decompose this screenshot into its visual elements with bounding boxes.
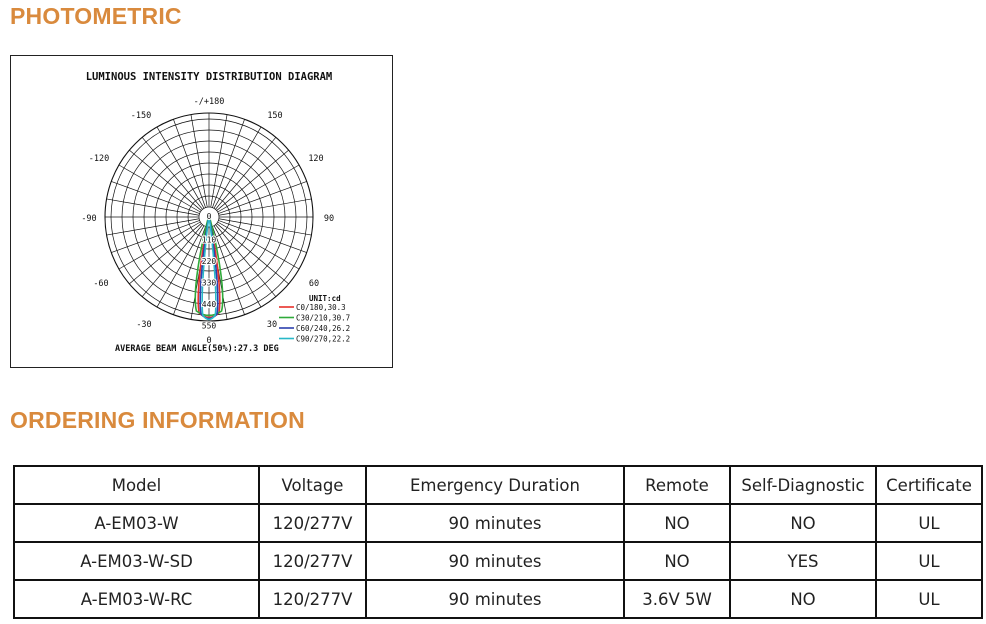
polar-diagram-svg xyxy=(11,56,392,367)
grid-spoke xyxy=(142,137,202,209)
grid-spoke xyxy=(215,225,275,297)
cell-voltage: 120/277V xyxy=(259,542,366,580)
radial-value-label: 110 xyxy=(201,235,217,245)
angle-label: -90 xyxy=(81,214,97,224)
cell-certificate: UL xyxy=(876,504,982,542)
radial-value-label: 0 xyxy=(206,212,212,221)
cell-duration: 90 minutes xyxy=(366,580,624,618)
header-voltage: Voltage xyxy=(259,466,366,504)
angle-label: -120 xyxy=(88,154,110,164)
angle-label: -60 xyxy=(93,279,109,289)
cell-voltage: 120/277V xyxy=(259,580,366,618)
table-row xyxy=(14,542,982,580)
cell-voltage: 120/277V xyxy=(259,504,366,542)
angle-label: 60 xyxy=(308,279,320,289)
header-remote: Remote xyxy=(624,466,730,504)
header-self-diagnostic: Self-Diagnostic xyxy=(730,466,876,504)
radial-value-label: 440 xyxy=(201,300,217,309)
grid-spoke xyxy=(219,219,312,235)
grid-spoke xyxy=(219,199,312,215)
legend-label: C90/270,22.2 xyxy=(296,334,351,344)
legend-label: C30/210,30.7 xyxy=(296,313,351,323)
header-emergency-duration: Emergency Duration xyxy=(366,466,624,504)
cell-model: A-EM03-W-SD xyxy=(14,542,259,580)
radial-value-label: 220 xyxy=(201,257,217,266)
cell-duration: 90 minutes xyxy=(366,504,624,542)
angle-label: 150 xyxy=(267,111,283,121)
angle-label: 30 xyxy=(266,320,278,330)
cell-certificate: UL xyxy=(876,542,982,580)
cell-remote: NO xyxy=(624,542,730,580)
unit-label: UNIT:cd xyxy=(309,294,341,303)
angle-label: 90 xyxy=(323,214,335,224)
header-certificate: Certificate xyxy=(876,466,982,504)
cell-self-diagnostic: NO xyxy=(730,504,876,542)
table-row xyxy=(14,580,982,618)
grid-spoke xyxy=(215,137,275,209)
grid-spoke xyxy=(107,199,200,215)
angle-label: 120 xyxy=(308,154,324,164)
table-row xyxy=(14,504,982,542)
radial-value-label: 330 xyxy=(201,278,217,288)
cell-remote: 3.6V 5W xyxy=(624,580,730,618)
grid-spoke xyxy=(129,150,201,210)
cell-remote: NO xyxy=(624,504,730,542)
angle-label: -/+180 xyxy=(193,97,225,107)
grid-spoke xyxy=(217,150,289,210)
photometric-heading: PHOTOMETRIC xyxy=(10,3,182,29)
angle-label: -150 xyxy=(130,111,152,121)
cell-certificate: UL xyxy=(876,580,982,618)
legend-label: C60/240,26.2 xyxy=(296,324,351,333)
legend-label: C0/180,30.3 xyxy=(296,303,346,312)
table-header-row xyxy=(14,466,982,504)
cell-self-diagnostic: NO xyxy=(730,580,876,618)
grid-spoke xyxy=(211,115,227,208)
ordering-information-heading: ORDERING INFORMATION xyxy=(10,407,305,433)
cell-model: A-EM03-W xyxy=(14,504,259,542)
header-model: Model xyxy=(14,466,259,504)
grid-spoke xyxy=(191,115,207,208)
cell-model: A-EM03-W-RC xyxy=(14,580,259,618)
angle-label: -30 xyxy=(136,320,152,330)
grid-spoke xyxy=(107,219,200,235)
ordering-table xyxy=(13,465,983,619)
beam-angle-text: AVERAGE BEAM ANGLE(50%):27.3 DEG xyxy=(115,344,279,354)
grid-spoke xyxy=(217,223,289,283)
cell-self-diagnostic: YES xyxy=(730,542,876,580)
cell-duration: 90 minutes xyxy=(366,542,624,580)
radial-value-label: 550 xyxy=(201,321,217,331)
diagram-title: LUMINOUS INTENSITY DISTRIBUTION DIAGRAM xyxy=(85,71,333,83)
grid-spoke xyxy=(129,223,201,283)
angle-label: 0 xyxy=(206,336,212,346)
luminous-intensity-diagram xyxy=(10,55,393,368)
grid-spoke xyxy=(142,225,202,297)
